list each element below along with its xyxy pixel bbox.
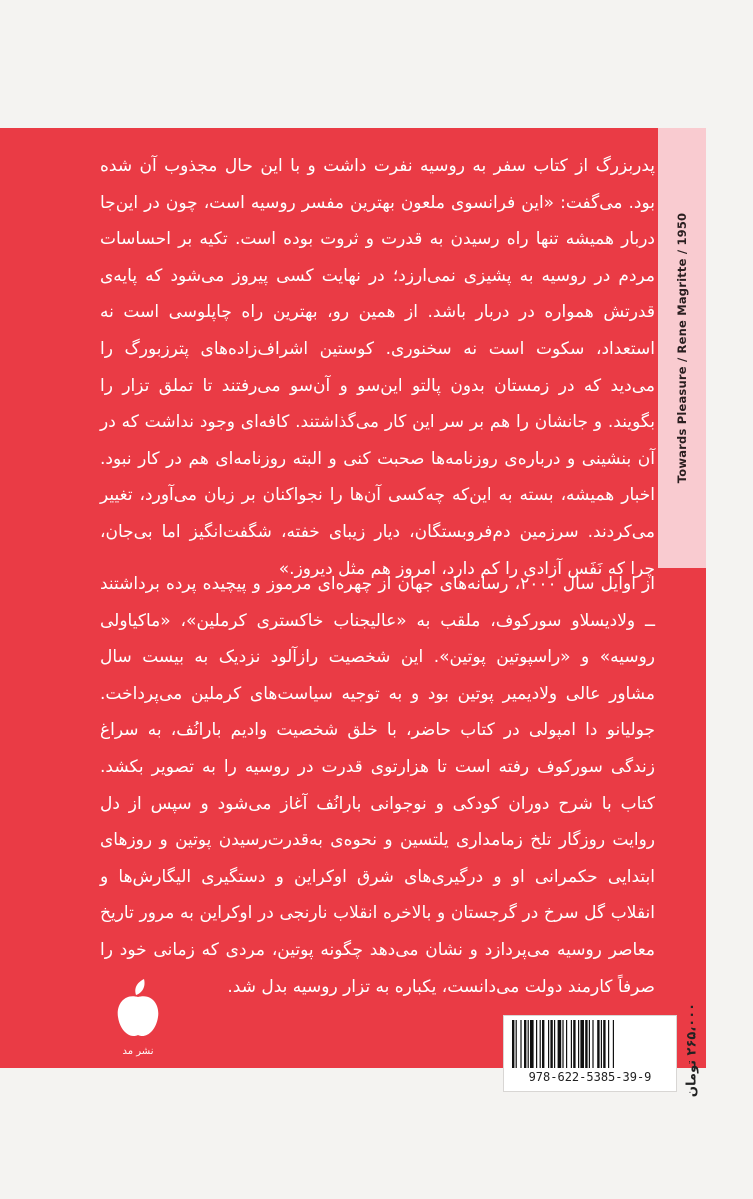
quote-paragraph: پدربزرگ از کتاب سفر به روسیه نفرت داشت و با این حال مجذوب آن شده بود. می‌گفت: «این فرانسوی ملعون بهترین مفسر روسیه است، چون در این‌جا دربار همیشه تنها راه رسیدن به قدرت و ثروت بوده است. تکیه بر احساسات مردم در روسیه به پشیزی نمی‌ارزد؛ در نهایت کسی پیروز می‌شود که پایه‌ی قدرتش همواره در دربار باشد. از همین رو، بهترین راه چاپلوسی است نه استعداد، سکوت است نه سخنوری. کوستین اشراف‌زاده‌های پترزبورگ را می‌دید که در زمستان بدون پالتو این‌سو و آن‌سو می‌رفتند تا تملق تزار را بگویند. و جانشان را هم بر سر این کار می‌گذاشتند. کافه‌ای وجود نداشت که در آن بنشینی و درباره‌ی روزنامه‌ها صحبت کنی و البته روزنامه‌ای هم در کار نبود. اخبار همیشه، بسته به این‌که چه‌کسی آن‌ها را نجواکنان بر زبان می‌آورد، تغییر می‌کردند. سرزمین دم‌فروبستگان، دیار زیبای خفته، شگفت‌انگیز اما بی‌جان، چرا که نَفَس آزادی را کم دارد، امروز هم مثل دیروز.» bbox=[100, 156, 655, 579]
synopsis-paragraph: از اوایل سال ۲۰۰۰، رسانه‌های جهان از چهره‌ای مرموز و پیچیده پرده برداشتند ــ ولادیسلاو سورکوف، ملقب به «عالیجناب خاکستری کرملین»، «ماکیاولی روسیه» و «راسپوتین پوتین». این شخصیت رازآلود نزدیک به بیست سال مشاور عالی ولادیمیر پوتین بود و به توجیه سیاست‌های کرملین می‌پرداخت. جولیانو دا امپولی در کتاب حاضر، با خلق شخصیت وادیم بارانُف، به سراغ زندگی سورکوف رفته است تا هزارتوی قدرت در روسیه را به تصویر بکشد. کتاب با شرح دوران کودکی و نوجوانی بارانُف آغاز می‌شود و سپس از دل روایت روزگار تلخ زمامداری یلتسین و نحوه‌ی به‌قدرت‌رسیدن پوتین و روزهای ابتدایی حکمرانی او و درگیری‌های شرق اوکراین و دستگیری الیگارش‌ها و انقلاب گل سرخ در گرجستان و بالاخره انقلاب نارنجی در اوکراین به مرور تاریخ معاصر روسیه می‌پردازد و نشان می‌دهد چگونه پوتین، مردی که زمانی خود را صرفاً کارمند دولت می‌دانست، یکباره به تزار روسیه بدل شد. bbox=[100, 574, 655, 997]
isbn-number: 978-622-5385-39-9 bbox=[528, 1070, 652, 1084]
price-label: ۲۶۵،۰۰۰ تومان bbox=[684, 1002, 700, 1098]
barcode-bars bbox=[510, 1020, 670, 1068]
artwork-credit: Towards Pleasure / Rene Magritte / 1950 bbox=[675, 212, 689, 484]
publisher-name: نشر مد bbox=[122, 1046, 154, 1057]
barcode bbox=[503, 1015, 677, 1092]
publisher-logo-icon bbox=[114, 975, 162, 1043]
